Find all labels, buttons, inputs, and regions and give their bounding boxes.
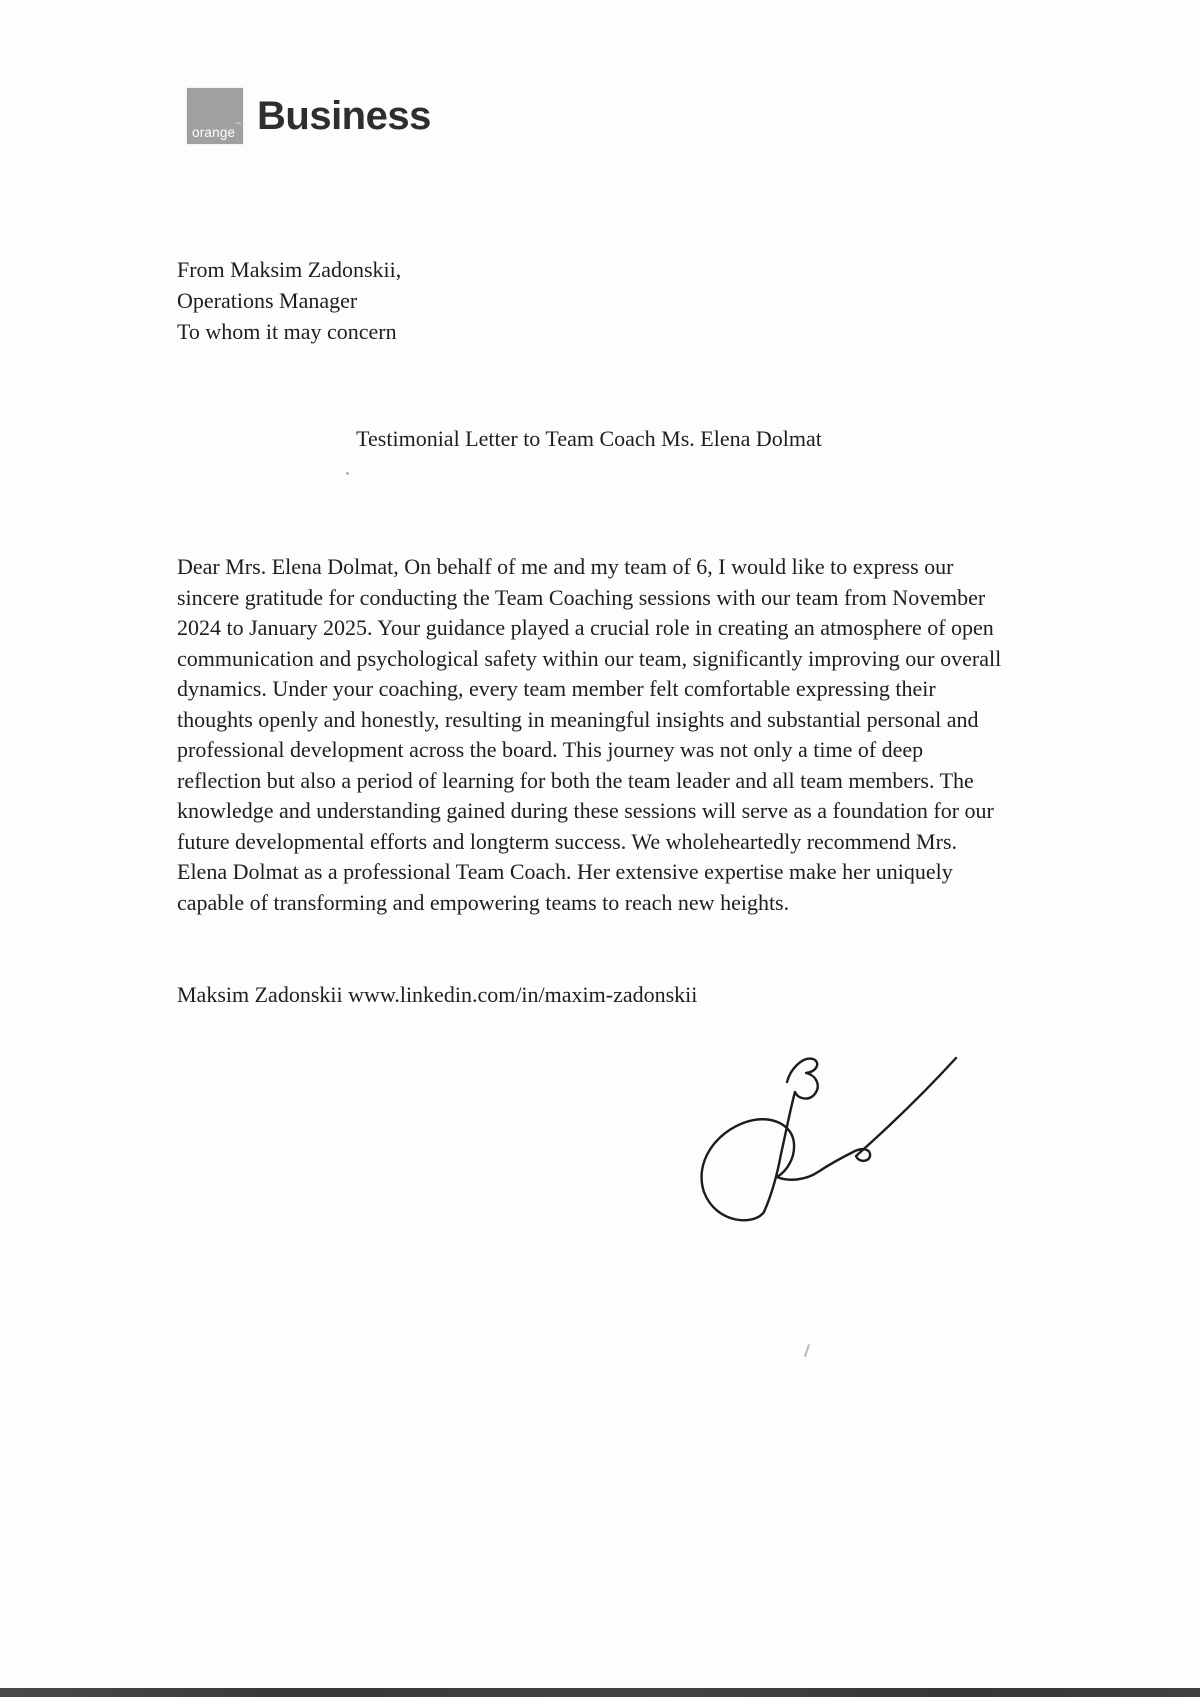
body-line: professional development across the board. This journey was not only a time of deep (177, 737, 924, 762)
body-line: future developmental efforts and longterm success. We wholeheartedly recommend Mrs. (177, 828, 958, 854)
signoff-line: Maksim Zadonskii www.linkedin.com/in/maxim-zadonskii (177, 982, 698, 1007)
sender-line: From Maksim Zadonskii, (177, 257, 402, 282)
body-line: Elena Dolmat as a professional Team Coach. Her extensive expertise make her uniquely (177, 859, 953, 884)
brand-wordmark: Business (257, 93, 431, 138)
body-line: capable of transforming and empowering teams to reach new heights. (177, 889, 790, 915)
body-line: thoughts openly and honestly, resulting in meaningful insights and substantial personal and (177, 706, 979, 732)
signature-handwriting (650, 1040, 965, 1230)
body-line: reflection but also a period of learning for both the team leader and all team members. The (177, 767, 974, 793)
trademark-symbol: ™ (235, 122, 241, 128)
scan-artifact-dot (346, 472, 349, 475)
body-line: dynamics. Under your coaching, every team member felt comfortable expressing their (177, 676, 936, 701)
letterhead (187, 88, 431, 144)
body-line: knowledge and understanding gained during these sessions will serve as a foundation for our (177, 798, 994, 823)
body-line: sincere gratitude for conducting the Team Coaching sessions with our team from November (177, 584, 986, 610)
signature-stroke (702, 1058, 956, 1220)
sender-block (177, 254, 401, 347)
orange-logo-label: orange (192, 125, 236, 140)
body-paragraph (177, 552, 1022, 918)
body-line: 2024 to January 2025. Your guidance played a crucial role in creating an atmosphere of open (177, 615, 994, 640)
body-line: Dear Mrs. Elena Dolmat, On behalf of me and my team of 6, I would like to express our (177, 554, 954, 579)
sender-line: Operations Manager (177, 288, 358, 313)
body-line: communication and psychological safety within our team, significantly improving our overall (177, 645, 1002, 671)
letter-title: Testimonial Letter to Team Coach Ms. Elena Dolmat (356, 426, 822, 451)
orange-logo-square (187, 88, 243, 144)
scanner-edge-bar (0, 1688, 1200, 1697)
sender-line: To whom it may concern (177, 319, 397, 344)
scan-artifact-slash (804, 1344, 809, 1357)
